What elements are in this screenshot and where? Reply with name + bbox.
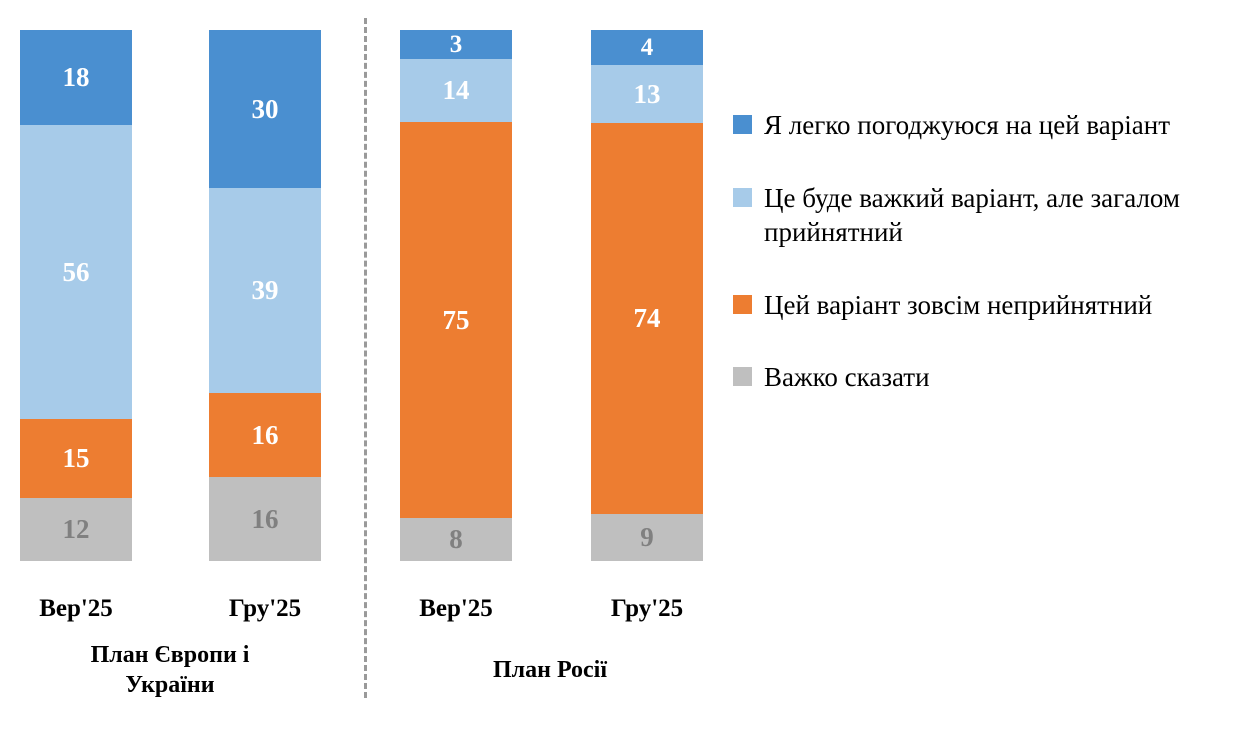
legend-item[interactable] bbox=[733, 108, 1243, 143]
group-label-text: План Європи і України bbox=[90, 642, 250, 698]
category-label-text: Гру'25 bbox=[610, 595, 684, 622]
bar-segment bbox=[20, 125, 132, 419]
bar-segment-label: 14 bbox=[442, 75, 470, 105]
bar-segment bbox=[591, 123, 703, 514]
bar-segment-label: 16 bbox=[251, 503, 279, 534]
category-label bbox=[571, 595, 723, 623]
legend-item[interactable] bbox=[733, 288, 1243, 323]
bar-segment-label: 30 bbox=[251, 93, 279, 124]
bar-segment-label: 4 bbox=[640, 34, 654, 61]
group-label bbox=[55, 640, 285, 700]
bar-segment-label: 3 bbox=[449, 31, 463, 58]
bar-column bbox=[209, 30, 321, 561]
bar-segment bbox=[591, 65, 703, 123]
bar-segment bbox=[400, 518, 512, 561]
bar-segment bbox=[400, 30, 512, 59]
bar-column bbox=[20, 30, 132, 561]
group-label-text: План Росії bbox=[492, 657, 607, 683]
bar-segment-label: 39 bbox=[251, 275, 279, 305]
bar-segment bbox=[209, 30, 321, 188]
legend-item[interactable] bbox=[733, 360, 1243, 395]
category-label bbox=[380, 595, 532, 623]
bar-segment bbox=[591, 514, 703, 561]
bar-segment-label: 18 bbox=[62, 62, 90, 92]
category-label-text: Вер'25 bbox=[419, 595, 493, 622]
legend-swatch-icon bbox=[733, 115, 752, 134]
bar-column bbox=[591, 30, 703, 561]
bar-segment-label: 16 bbox=[251, 419, 279, 450]
bar-segment-label: 15 bbox=[62, 443, 90, 473]
bar-segment bbox=[20, 498, 132, 561]
bar-column bbox=[400, 30, 512, 561]
bar-segment bbox=[400, 122, 512, 518]
legend-label: Я легко погоджуюся на цей варіант bbox=[764, 110, 1171, 140]
bar-segment-label: 8 bbox=[449, 524, 463, 554]
group-divider bbox=[364, 18, 367, 698]
legend-label: Цей варіант зовсім неприйнятний bbox=[764, 289, 1153, 320]
legend-label: Це буде важкий варіант, але загалом прийнятний bbox=[764, 182, 1181, 248]
bar-segment bbox=[20, 419, 132, 498]
category-label bbox=[189, 595, 341, 623]
legend bbox=[733, 108, 1243, 433]
bar-segment bbox=[209, 188, 321, 393]
legend-label: Важко сказати bbox=[764, 362, 930, 393]
bar-segment-label: 13 bbox=[633, 78, 661, 109]
legend-swatch-icon bbox=[733, 367, 752, 386]
category-label-text: Гру'25 bbox=[228, 595, 302, 622]
bar-segment bbox=[20, 30, 132, 125]
legend-item[interactable] bbox=[733, 181, 1243, 250]
bar-segment bbox=[400, 59, 512, 122]
bar-segment-label: 74 bbox=[633, 303, 661, 333]
group-label bbox=[405, 655, 695, 685]
bar-segment-label: 56 bbox=[62, 256, 90, 287]
legend-swatch-icon bbox=[733, 188, 752, 207]
category-label-text: Вер'25 bbox=[39, 595, 113, 622]
bar-segment-label: 9 bbox=[640, 522, 654, 552]
bar-segment bbox=[209, 393, 321, 477]
bar-segment-label: 12 bbox=[62, 514, 90, 544]
category-label bbox=[0, 595, 152, 623]
bar-segment bbox=[591, 30, 703, 65]
bar-segment-label: 75 bbox=[442, 304, 470, 335]
legend-swatch-icon bbox=[733, 295, 752, 314]
bar-segment bbox=[209, 477, 321, 561]
